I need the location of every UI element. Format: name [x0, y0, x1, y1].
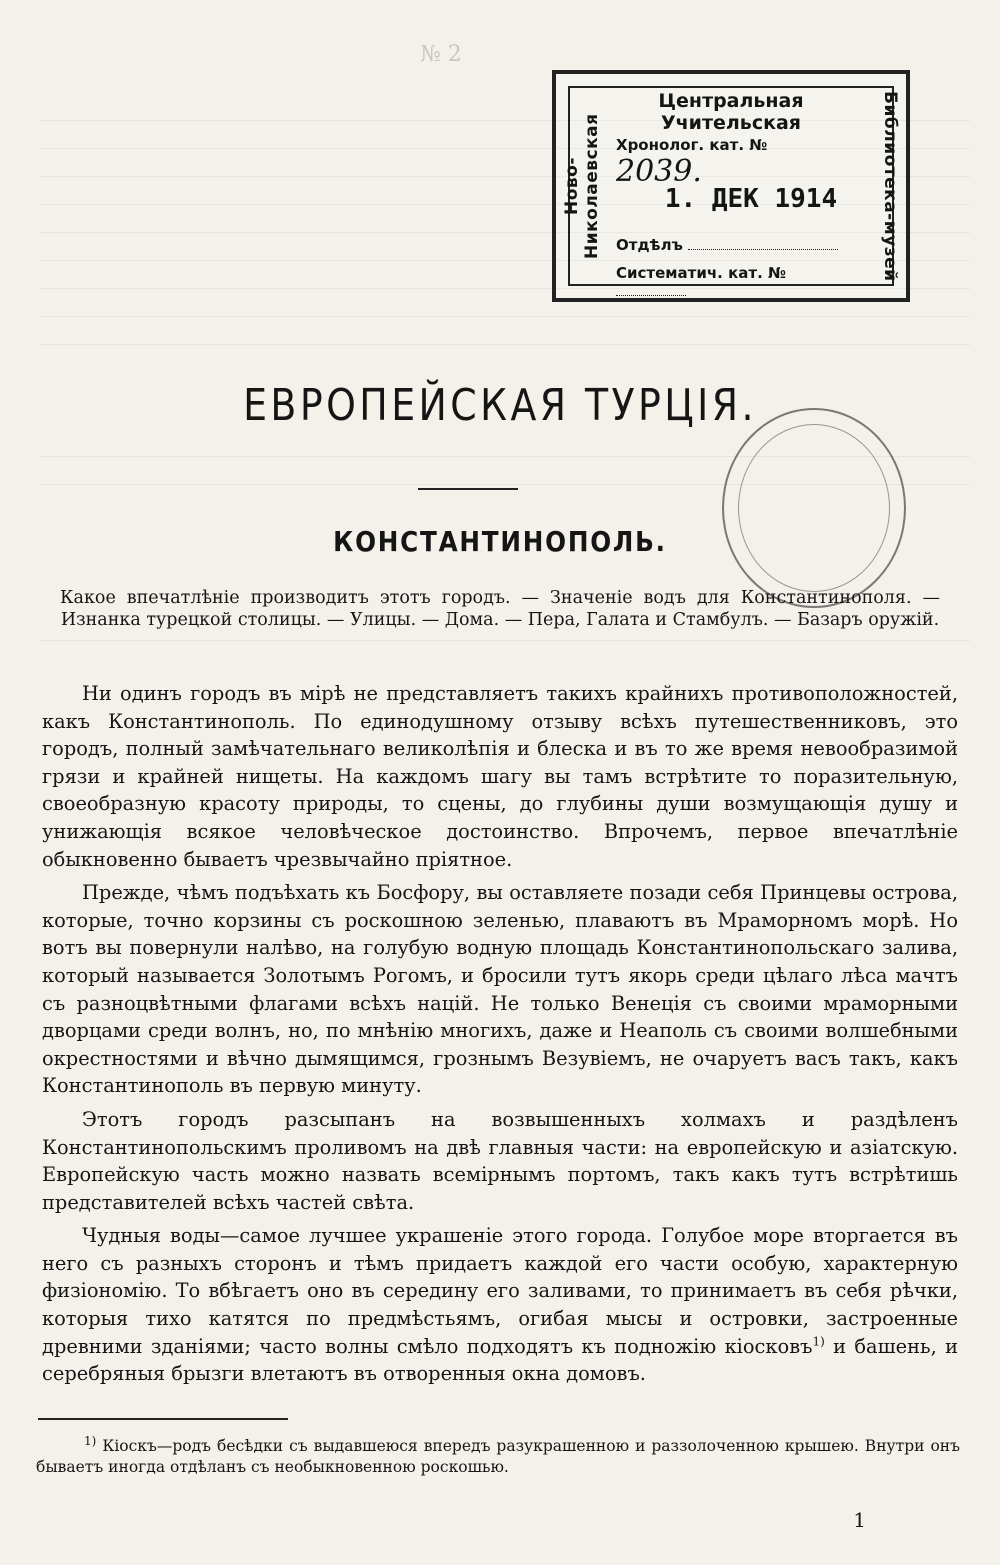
title-divider — [418, 488, 518, 490]
stamp-right-text: Библиотека-музей — [880, 90, 900, 282]
stamp-systematic-label: Систематич. кат. № — [616, 264, 787, 282]
stamp-department-label: Отдѣлъ — [616, 236, 683, 254]
footnote — [36, 1433, 960, 1478]
round-stamp — [722, 408, 906, 608]
paragraph: Прежде, чѣмъ подъѣхать къ Босфору, вы оставляете позади себя Принцевы острова, которые, точно корзины съ роскошною зеленью, плаваютъ въ Мраморномъ морѣ. Но вотъ вы повернули налѣво, на голубую водную площадь Константинопольскаго залива, который называется Золотымъ Рогомъ, и бросили тутъ якорь среди цѣлаго лѣса мачтъ съ разноцвѣтными флагами всѣхъ націй. Не только Венеція съ своими мраморными дворцами среди волнъ, но, по мнѣнію многихъ, даже и Неаполь съ своими волшебными окрестностями и вѣчно дымящимся, грознымъ Везувіемъ, не очаруетъ васъ такъ, какъ Константинополь въ первую минуту. — [42, 881, 958, 1098]
stamp-catalog-line — [616, 136, 854, 189]
paragraph: Этотъ городъ разсыпанъ на возвышенныхъ холмахъ и раздѣленъ Константинопольскимъ проливомъ на двѣ главныя части: на европейскую и азіатскую. Европейскую часть можно назвать всемірнымъ портомъ, такъ какъ тутъ встрѣтишь представителей всѣхъ частей свѣта. — [42, 1107, 958, 1214]
page-number: 1 — [853, 1508, 866, 1532]
stamp-systematic-line — [616, 264, 854, 300]
paragraph-last — [42, 1222, 958, 1388]
footnote-ref[interactable]: 1) — [812, 1334, 825, 1349]
stamp-left-text: Ново-Николаевская — [562, 113, 602, 259]
footnote-marker: 1) — [84, 1433, 97, 1448]
stamp-department-line — [616, 236, 854, 254]
paragraph-last-before: Чудныя воды—самое лучшее украшеніе этого города. Голубое море вторгается въ него съ разныхъ сторонъ и тѣмъ придаетъ каждой его части особую, характерную физіономію. То вбѣгаетъ оно въ середину его заливами, то принимаетъ въ себя рѣчки, которыя тихо катятся по предмѣстьямъ, огибая мысы и островки, застроенные древними зданіями; часто волны смѣло подходятъ къ подножію кіосковъ — [42, 1224, 958, 1358]
page-title: ЕВРОПЕЙСКАЯ ТУРЦІЯ. — [243, 380, 757, 431]
stamp-catalog-number: 2039. — [616, 154, 702, 189]
chapter-summary: Какое впечатлѣніе производитъ этотъ городъ. — Значеніе водъ для Константинополя. — Изнанка турецкой столицы. — Улицы. — Дома. — Пера, Галата и Стамбулъ. — Базаръ оружій. — [60, 588, 940, 630]
stamp-date: 1. ДЕК 1914 — [664, 184, 838, 214]
footnote-text: Кіоскъ—родъ бесѣдки съ выдавшеюся впередъ разукрашенною и раззолоченною крышею. Внутри онъ бываетъ иногда отдѣланъ съ необыкновенною роскошью. — [36, 1437, 960, 1476]
stamp-title: Центральная Учительская — [658, 90, 804, 134]
stamp-systematic-fill — [616, 295, 686, 296]
footnote-divider — [38, 1418, 288, 1420]
round-stamp-inner-ring — [738, 424, 890, 592]
paragraph-last-after: и башень, и серебряныя брызги влетаютъ въ отворенныя окна домовъ. — [42, 1334, 958, 1386]
library-stamp — [552, 70, 910, 302]
body-text — [42, 680, 958, 1388]
paragraph: Ни одинъ городъ въ мірѣ не представляетъ такихъ крайнихъ противоположностей, какъ Константинополь. По единодушному отзыву всѣхъ путешественниковъ, это городъ, полный замѣчательнаго великолѣпія и блеска и въ то же время невообразимой грязи и крайней нищеты. На каждомъ шагу вы тамъ встрѣтите то поразительную, своеобразную красоту природы, то сцены, до глубины души возмущающія душу и унижающія всякое человѣческое достоинство. Впрочемъ, первое впечатлѣніе обыкновенно бываетъ чрезвычайно пріятное. — [42, 682, 958, 871]
chapter-subtitle: КОНСТАНТИНОПОЛЬ. — [333, 525, 667, 558]
page-header-mark: № 2 — [420, 42, 462, 67]
stamp-catalog-label: Хронолог. кат. № — [616, 136, 768, 154]
stamp-department-fill — [688, 249, 838, 250]
